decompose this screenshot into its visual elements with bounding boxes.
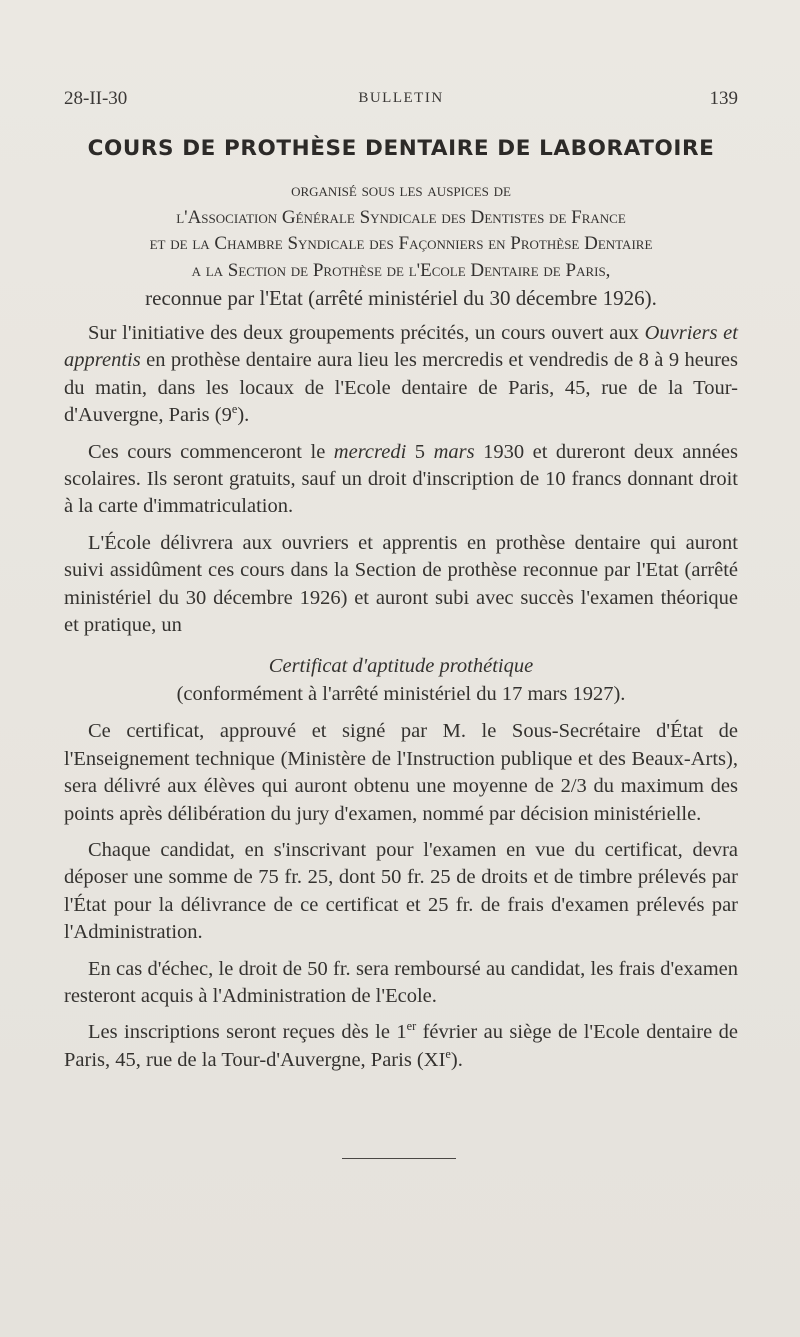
text-run: Sur l'initiative des deux groupements précités, un cours ouvert aux	[88, 322, 645, 344]
paragraph: En cas d'échec, le droit de 50 fr. sera remboursé au candidat, les frais d'examen resteront acquis à l'Administration de l'Ecole.	[64, 957, 738, 1007]
text-run: ).	[237, 404, 250, 427]
superscript: er	[406, 1019, 417, 1034]
paragraph	[64, 439, 738, 521]
subtitle-line: et de la Chambre Syndicale des Façonniers en Prothèse Dentaire	[149, 233, 653, 254]
paragraph: Chaque candidat, en s'inscrivant pour l'examen en vue du certificat, devra déposer une somme de 75 fr. 25, dont 50 fr. 25 de droits et de timbre prélevés par l'État pour la délivrance de ce certificat et 25 fr. de frais d'examen prélevés par l'Administration.	[64, 838, 738, 944]
superscript: e	[445, 1046, 451, 1061]
issue-date: 28-II-30	[64, 88, 128, 109]
subtitle-line: organisé sous les auspices de	[291, 180, 511, 201]
running-head	[64, 88, 738, 112]
text-run: février au siège de l'Ecole dentaire de Paris, 45, rue de la Tour-d'Auvergne, Paris (XI	[64, 1021, 738, 1071]
subtitle-line: l'Association Générale Syndicale des Dentistes de France	[176, 206, 626, 228]
text-run: Les inscriptions seront reçues dès le 1	[88, 1021, 407, 1044]
italic-text: mercredi	[333, 440, 407, 463]
certificate-title: Certificat d'aptitude prothétique	[268, 655, 534, 678]
italic-text: mars	[433, 440, 475, 463]
paragraph: Ce certificat, approuvé et signé par M. le Sous-Secrétaire d'État de l'Enseignement technique (Ministère de l'Instruction publique et des Beaux-Arts), sera délivré aux élèves qui auront obtenu une moyenne de 2/3 du maximum des points après délibération du jury d'examen, nommé par décision ministérielle.	[64, 720, 738, 825]
italic-text: Ouvriers et apprentis	[64, 322, 738, 372]
text-run: en prothèse dentaire aura lieu les mercredis et vendredis de 8 à 9 heures du matin, dans les locaux de l'Ecole dentaire de Paris, 45, rue de la Tour-d'Auvergne, Paris (9	[64, 349, 738, 427]
certificate-block	[64, 653, 738, 708]
bulletin-title: BULLETIN	[358, 90, 444, 106]
page-number: 139	[709, 88, 738, 109]
subtitle-line: a la Section de Prothèse de l'Ecole Dentaire de Paris,	[191, 259, 611, 281]
text-run: Ces cours commenceront le	[88, 440, 334, 463]
text-run: ).	[450, 1048, 463, 1071]
article-subtitle	[64, 178, 738, 312]
paragraph	[64, 1019, 738, 1074]
article-title: COURS DE PROTHÈSE DENTAIRE DE LABORATOIRE	[87, 136, 715, 161]
article-body	[64, 320, 738, 1083]
closing-rule	[342, 1158, 456, 1159]
superscript: e	[231, 402, 238, 417]
text-run: 5	[406, 440, 434, 463]
text-run: 1930 et dureront deux années scolaires. Ils seront gratuits, sauf un droit d'inscription de 10 francs donnant droit à la carte d'immatriculation.	[64, 440, 738, 518]
subtitle-line: reconnue par l'Etat (arrêté ministériel du 30 décembre 1926).	[145, 286, 657, 310]
paragraph: L'École délivrera aux ouvriers et apprentis en prothèse dentaire qui auront suivi assidûment ces cours dans la Section de prothèse reconnue par l'Etat (arrêté ministériel du 30 décembre 1926) et auront subi avec succès l'examen théorique et pratique, un	[64, 531, 738, 637]
certificate-note: (conformément à l'arrêté ministériel du 17 mars 1927).	[176, 682, 626, 705]
paragraph	[64, 320, 738, 430]
